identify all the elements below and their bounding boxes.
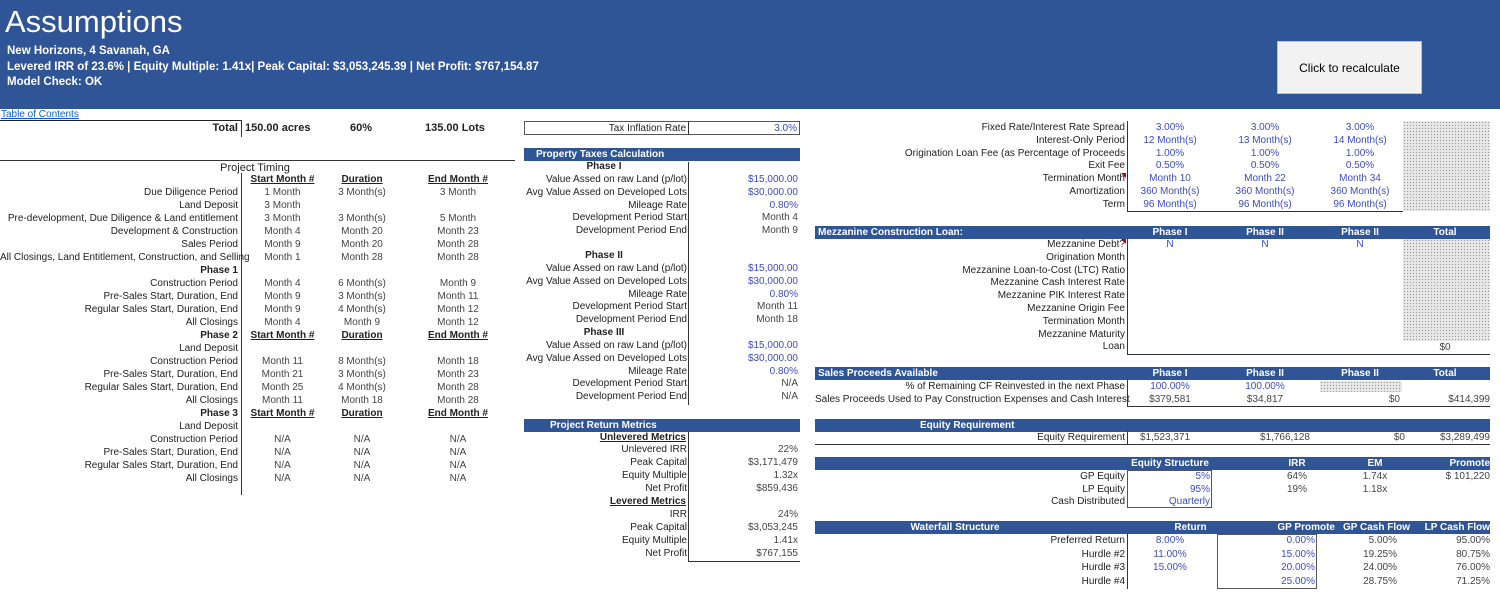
mezz-col-header: Phase I xyxy=(1152,227,1188,238)
timing-cell: N/A xyxy=(353,473,371,484)
metric-value: $767,155 xyxy=(756,548,798,559)
timing-cell: 4 Month(s) xyxy=(338,382,386,393)
sales-cell: $379,581 xyxy=(1149,394,1191,405)
timing-col-header: Start Month # xyxy=(250,330,315,341)
comment-marker xyxy=(1121,239,1126,244)
equity-requirement-title: Equity Requirement xyxy=(920,420,1015,431)
waterfall-gp-promote[interactable]: 15.00% xyxy=(1281,548,1315,560)
timing-col-header: End Month # xyxy=(428,408,488,419)
loan-cell[interactable]: 96 Month(s) xyxy=(1238,198,1292,210)
equity-req-cell: $3,289,499 xyxy=(1439,432,1490,443)
timing-row-label: Regular Sales Start, Duration, End xyxy=(84,460,238,471)
tax-row-label: Value Assed on raw Land (p/lot) xyxy=(545,174,687,185)
tax-row-label: Development Period Start xyxy=(572,301,687,313)
metric-label: IRR xyxy=(669,509,687,520)
metric-label: Equity Multiple xyxy=(621,470,687,481)
equity-row-label: GP Equity xyxy=(1080,471,1125,482)
timing-row-label: All Closings xyxy=(185,317,238,328)
tax-row-label: Avg Value Assed on Developed Lots xyxy=(526,186,687,198)
timing-cell: N/A xyxy=(449,460,467,471)
timing-col-header: End Month # xyxy=(428,330,488,341)
timing-row-label: Construction Period xyxy=(150,356,238,367)
waterfall-title: Waterfall Structure xyxy=(910,522,1000,533)
phase-title: Phase 2 xyxy=(200,330,238,341)
hatched-cell xyxy=(1320,381,1402,392)
tax-row-label: Development Period End xyxy=(575,314,687,326)
timing-row-label: Development & Construction xyxy=(110,226,238,237)
divider xyxy=(1127,211,1403,212)
divider xyxy=(688,121,689,135)
equity-structure-title: Equity Structure xyxy=(1131,458,1209,469)
tax-row-value[interactable]: $30,000.00 xyxy=(747,275,798,287)
loan-cell[interactable]: 12 Month(s) xyxy=(1143,134,1197,146)
timing-cell: 8 Month(s) xyxy=(338,356,386,367)
sales-row-label: Sales Proceeds Used to Pay Construction Expenses and Cash Interest xyxy=(815,394,1130,405)
mezz-cell[interactable]: N xyxy=(1261,239,1269,250)
waterfall-gp-promote[interactable]: 25.00% xyxy=(1281,575,1315,587)
sales-cell: $34,817 xyxy=(1246,394,1284,405)
tax-row-value[interactable]: 0.80% xyxy=(769,288,798,300)
divider xyxy=(689,561,800,562)
tax-row-value: N/A xyxy=(781,378,798,390)
timing-cell: 6 Month(s) xyxy=(338,278,386,289)
tax-inflation-label: Tax Inflation Rate xyxy=(608,123,686,134)
tax-row-value[interactable]: 0.80% xyxy=(769,199,798,211)
timing-cell: Month 28 xyxy=(437,239,479,250)
equity-col-header: IRR xyxy=(1288,458,1306,469)
loan-cell[interactable]: 0.50% xyxy=(1345,160,1375,172)
timing-cell: Month 18 xyxy=(341,395,383,406)
property-taxes-header: Property Taxes Calculation xyxy=(524,148,800,161)
timing-row-label: Construction Period xyxy=(150,278,238,289)
land-total-label: Total xyxy=(212,122,238,134)
metric-label: Net Profit xyxy=(645,483,687,494)
timing-cell: N/A xyxy=(449,473,467,484)
comment-marker xyxy=(1121,173,1126,178)
tax-phase-title: Phase III xyxy=(583,327,625,338)
mezz-row-label: Mezzanine Origin Fee xyxy=(1027,303,1125,314)
project-timing-title: Project Timing xyxy=(220,162,290,174)
equity-req-cell: $1,523,371 xyxy=(1139,432,1191,443)
metric-value: $859,436 xyxy=(756,483,798,494)
metric-value: 1.41x xyxy=(773,535,798,546)
timing-col-header: End Month # xyxy=(428,174,488,185)
waterfall-gp-promote[interactable]: 0.00% xyxy=(1286,535,1315,546)
timing-cell: N/A xyxy=(353,447,371,458)
equity-irr: 64% xyxy=(1286,471,1307,482)
loan-cell[interactable]: 1.00% xyxy=(1345,147,1375,159)
waterfall-col-header: LP Cash Flow xyxy=(1424,522,1490,533)
timing-cell: N/A xyxy=(274,460,291,471)
equity-requirement-header xyxy=(815,419,1490,432)
land-lots: 135.00 Lots xyxy=(425,122,485,134)
tax-row-value: N/A xyxy=(781,391,798,403)
waterfall-gp-cf: 28.75% xyxy=(1363,575,1397,587)
timing-cell: Month 20 xyxy=(341,239,383,250)
divider xyxy=(1127,534,1128,589)
tax-row-label: Mileage Rate xyxy=(628,365,687,377)
mezz-total: $0 xyxy=(1439,342,1451,353)
tax-row-label: Avg Value Assed on Developed Lots xyxy=(526,275,687,287)
tax-row-label: Value Assed on raw Land (p/lot) xyxy=(545,263,687,274)
timing-row-label: Construction Period xyxy=(150,434,238,445)
project-location: New Horizons, 4 Savanah, GA xyxy=(7,45,170,57)
mezz-col-header: Total xyxy=(1433,227,1457,238)
timing-cell: N/A xyxy=(274,447,291,458)
waterfall-gp-cf: 5.00% xyxy=(1368,535,1397,546)
divider xyxy=(241,173,242,495)
tax-row-label: Mileage Rate xyxy=(628,199,687,211)
timing-row-label: Pre-Sales Start, Duration, End xyxy=(103,291,238,302)
sales-cell: $414,399 xyxy=(1448,394,1490,405)
mezz-row-label: Mezzanine PIK Interest Rate xyxy=(997,290,1125,302)
tax-row-value[interactable]: $15,000.00 xyxy=(747,340,798,351)
tax-row-label: Avg Value Assed on Developed Lots xyxy=(526,352,687,364)
waterfall-col-header: GP Cash Flow xyxy=(1342,522,1410,533)
sales-cell: $0 xyxy=(1388,394,1400,405)
timing-cell: 3 Month xyxy=(439,187,477,198)
model-check: Model Check: OK xyxy=(7,76,103,88)
timing-row-label: Land Deposit xyxy=(179,200,238,211)
timing-cell: 3 Month(s) xyxy=(338,187,386,198)
equity-req-cell: $0 xyxy=(1393,432,1405,443)
loan-cell[interactable]: 3.00% xyxy=(1345,122,1375,133)
waterfall-lp-cf: 95.00% xyxy=(1456,535,1490,546)
waterfall-return[interactable]: 11.00% xyxy=(1153,548,1187,560)
timing-cell: Month 12 xyxy=(437,317,479,328)
equity-req-cell: $1,766,128 xyxy=(1259,432,1310,443)
tax-row-value: Month 18 xyxy=(756,314,798,326)
timing-cell: Month 11 xyxy=(262,395,303,406)
mezz-row-label: Termination Month xyxy=(1042,315,1125,327)
equity-share-input[interactable]: 5% xyxy=(1195,471,1210,482)
timing-cell: 4 Month(s) xyxy=(338,304,386,315)
waterfall-lp-cf: 76.00% xyxy=(1456,562,1490,573)
waterfall-gp-cf: 19.25% xyxy=(1363,548,1397,560)
divider xyxy=(1127,121,1128,211)
timing-cell: Month 25 xyxy=(261,382,304,393)
timing-col-header: Start Month # xyxy=(250,174,315,185)
timing-cell: Month 28 xyxy=(437,252,479,263)
loan-cell[interactable]: Month 10 xyxy=(1149,173,1191,185)
sales-col-header: Phase II xyxy=(1341,368,1379,379)
divider xyxy=(241,120,242,137)
loan-row-label: Term xyxy=(1102,198,1125,210)
loan-cell[interactable]: 1.00% xyxy=(1250,147,1280,159)
divider xyxy=(1127,239,1128,354)
timing-cell: Month 1 xyxy=(264,252,301,263)
metric-label: Peak Capital xyxy=(630,522,687,533)
tax-row-value[interactable]: $30,000.00 xyxy=(747,352,798,364)
equity-col-header: EM xyxy=(1367,458,1383,469)
tax-row-label: Value Assed on raw Land (p/lot) xyxy=(545,340,687,351)
tax-row-value: Month 11 xyxy=(757,301,798,313)
timing-cell: 1 Month xyxy=(264,187,301,198)
loan-cell[interactable]: Month 34 xyxy=(1339,173,1381,185)
timing-cell: Month 18 xyxy=(437,356,479,367)
timing-cell: Month 4 xyxy=(264,317,301,328)
sales-col-header: Phase II xyxy=(1246,368,1284,379)
waterfall-col-header: Return xyxy=(1174,522,1207,533)
waterfall-return[interactable]: 8.00% xyxy=(1155,535,1185,546)
mezz-row-label: Mezzanine Loan-to-Cost (LTC) Ratio xyxy=(962,264,1125,276)
loan-cell[interactable]: 14 Month(s) xyxy=(1333,134,1387,146)
tax-row-value: Month 4 xyxy=(761,212,798,224)
timing-cell: Month 4 xyxy=(264,278,301,289)
timing-row-label: Due Diligence Period xyxy=(144,187,238,198)
loan-row-label: Amortization xyxy=(1069,186,1125,197)
timing-row-label: Land Deposit xyxy=(179,421,238,432)
loan-cell[interactable]: 3.00% xyxy=(1250,122,1280,133)
tax-row-label: Development Period End xyxy=(575,391,687,403)
timing-row-label: All Closings xyxy=(185,395,238,406)
timing-cell: Month 23 xyxy=(437,226,479,237)
timing-row-label: Pre-Sales Start, Duration, End xyxy=(103,369,238,380)
divider xyxy=(0,160,515,161)
loan-cell[interactable]: 0.50% xyxy=(1155,160,1185,172)
waterfall-row-label: Hurdle #4 xyxy=(1081,575,1125,587)
sales-cell[interactable]: 100.00% xyxy=(1245,381,1285,392)
loan-cell[interactable]: 3.00% xyxy=(1155,122,1185,133)
loan-row-label: Fixed Rate/Interest Rate Spread xyxy=(981,122,1125,133)
equity-col-header: Promote xyxy=(1449,458,1490,469)
land-pct: 60% xyxy=(350,122,373,134)
waterfall-row-label: Hurdle #3 xyxy=(1081,562,1125,573)
equity-em: 1.74x xyxy=(1362,471,1388,482)
timing-cell: 3 Month xyxy=(264,200,301,211)
tax-phase-title: Phase I xyxy=(586,161,622,172)
hatched-cell xyxy=(1403,121,1490,211)
metric-value: 1.32x xyxy=(773,470,798,481)
equity-row-label: LP Equity xyxy=(1082,483,1125,495)
tax-row-value[interactable]: $30,000.00 xyxy=(747,186,798,198)
mezz-cell[interactable]: N xyxy=(1356,239,1364,250)
waterfall-lp-cf: 71.25% xyxy=(1456,575,1490,587)
timing-cell: Month 9 xyxy=(264,239,301,250)
timing-cell: Month 21 xyxy=(261,369,304,380)
timing-row-label: Pre-development, Due Diligence & Land entitlement xyxy=(7,213,238,224)
input-box xyxy=(1127,470,1212,508)
sales-col-header: Total xyxy=(1433,368,1457,379)
loan-cell[interactable]: 360 Month(s) xyxy=(1140,186,1200,197)
waterfall-gp-promote[interactable]: 20.00% xyxy=(1281,562,1315,573)
timing-row-label: Pre-Sales Start, Duration, End xyxy=(103,447,238,458)
tax-row-label: Development Period End xyxy=(575,225,687,237)
timing-cell: Month 11 xyxy=(437,291,479,302)
timing-cell: 3 Month(s) xyxy=(338,291,386,302)
tax-row-value[interactable]: $15,000.00 xyxy=(747,174,798,185)
phase-title: Phase 1 xyxy=(200,265,238,276)
mezz-col-header: Phase II xyxy=(1341,227,1379,238)
mezzanine-title: Mezzanine Construction Loan: xyxy=(818,227,963,238)
timing-cell: Month 28 xyxy=(341,252,383,263)
divider xyxy=(815,444,1490,445)
loan-row-label: Origination Loan Fee (as Percentage of Proceeds xyxy=(904,147,1125,159)
timing-row-label: All Closings, Land Entitlement, Construction, and Selling xyxy=(0,252,250,263)
waterfall-row-label: Hurdle #2 xyxy=(1081,548,1125,560)
land-acres: 150.00 acres xyxy=(245,122,311,134)
return-metrics-header: Project Return Metrics xyxy=(524,419,800,432)
timing-row-label: Regular Sales Start, Duration, End xyxy=(84,382,238,393)
tax-phase-title: Phase II xyxy=(585,250,623,261)
loan-row-label: Termination Month xyxy=(1042,173,1125,185)
phase-title: Phase 3 xyxy=(200,408,238,419)
tax-row-value: Month 9 xyxy=(761,225,798,237)
metric-label: Unlevered IRR xyxy=(621,444,687,455)
metric-label: Net Profit xyxy=(645,548,687,559)
timing-col-header: Duration xyxy=(341,408,383,419)
loan-cell[interactable]: 96 Month(s) xyxy=(1143,198,1197,210)
metric-value: 24% xyxy=(777,509,798,520)
waterfall-gp-cf: 24.00% xyxy=(1363,562,1397,573)
timing-row-label: All Closings xyxy=(185,473,238,484)
timing-cell: Month 9 xyxy=(264,291,301,302)
tax-inflation-value[interactable]: 3.0% xyxy=(774,123,797,134)
input-box xyxy=(1217,534,1317,589)
equity-share-input[interactable]: 95% xyxy=(1189,483,1210,495)
tax-row-label: Mileage Rate xyxy=(628,288,687,300)
unlevered-title: Unlevered Metrics xyxy=(599,432,686,443)
divider xyxy=(0,120,242,121)
tax-row-label: Development Period Start xyxy=(572,378,687,390)
waterfall-return[interactable]: 15.00% xyxy=(1153,562,1187,573)
metric-value: $3,171,479 xyxy=(747,457,798,468)
timing-cell: N/A xyxy=(353,460,371,471)
divider xyxy=(1127,354,1490,355)
timing-cell: N/A xyxy=(274,434,291,445)
metric-value: $3,053,245 xyxy=(747,522,798,533)
mezz-row-label: Origination Month xyxy=(1046,251,1125,263)
timing-col-header: Duration xyxy=(341,330,383,341)
divider xyxy=(1127,431,1128,445)
divider xyxy=(688,432,689,562)
timing-cell: Month 20 xyxy=(341,226,383,237)
equity-req-label: Equity Requirement xyxy=(1037,432,1125,443)
tax-row-label: Development Period Start xyxy=(572,212,687,224)
mezz-row-label: Mezzanine Maturity xyxy=(1038,328,1125,340)
metric-label: Peak Capital xyxy=(630,457,687,468)
timing-row-label: Regular Sales Start, Duration, End xyxy=(84,304,238,315)
equity-share-input[interactable]: Quarterly xyxy=(1168,496,1210,507)
page-header xyxy=(0,0,1500,109)
mezz-col-header: Phase II xyxy=(1246,227,1284,238)
mezz-row-label: Mezzanine Cash Interest Rate xyxy=(990,277,1125,289)
sales-proceeds-title: Sales Proceeds Available xyxy=(818,368,938,379)
sales-col-header: Phase I xyxy=(1152,368,1188,379)
levered-title: Levered Metrics xyxy=(609,496,686,507)
timing-cell: N/A xyxy=(353,434,371,445)
timing-col-header: Start Month # xyxy=(250,408,315,419)
mezz-cell[interactable]: N xyxy=(1166,239,1174,250)
timing-cell: Month 28 xyxy=(437,395,479,406)
timing-cell: N/A xyxy=(274,473,291,484)
divider xyxy=(1127,406,1490,407)
timing-cell: Month 9 xyxy=(439,278,477,289)
timing-cell: N/A xyxy=(449,447,467,458)
metric-label: Equity Multiple xyxy=(621,535,687,546)
hatched-cell xyxy=(1403,239,1490,341)
recalculate-button[interactable]: Click to recalculate xyxy=(1277,41,1422,94)
timing-cell: 3 Month xyxy=(264,213,301,224)
metric-value: 22% xyxy=(777,444,798,455)
equity-row-label: Cash Distributed xyxy=(1051,496,1125,507)
timing-cell: Month 11 xyxy=(262,356,303,367)
mezz-row-label: Mezzanine Debt? xyxy=(1047,239,1125,250)
loan-cell[interactable]: 360 Month(s) xyxy=(1330,186,1390,197)
divider xyxy=(688,162,689,405)
timing-cell: Month 4 xyxy=(264,226,301,237)
loan-cell[interactable]: 1.00% xyxy=(1155,147,1185,159)
timing-row-label: Land Deposit xyxy=(179,343,238,354)
waterfall-row-label: Preferred Return xyxy=(1050,535,1125,546)
equity-em: 1.18x xyxy=(1362,483,1388,495)
summary-metrics: Levered IRR of 23.6% | Equity Multiple: 1.41x| Peak Capital: $3,053,245.39 | Net Profit: $767,154.87 xyxy=(7,61,539,73)
loan-cell[interactable]: 96 Month(s) xyxy=(1333,198,1387,210)
timing-cell: 5 Month xyxy=(439,213,477,224)
mezz-row-label: Loan xyxy=(1102,341,1125,353)
equity-promote: $ 101,220 xyxy=(1445,471,1490,482)
timing-cell: Month 12 xyxy=(437,304,479,315)
timing-row-label: Sales Period xyxy=(181,239,238,250)
timing-cell: Month 28 xyxy=(437,382,479,393)
loan-row-label: Exit Fee xyxy=(1088,160,1125,172)
loan-cell[interactable]: 360 Month(s) xyxy=(1235,186,1295,197)
divider xyxy=(1127,380,1128,406)
timing-cell: Month 9 xyxy=(343,317,381,328)
timing-cell: 3 Month(s) xyxy=(338,369,386,380)
waterfall-col-header: GP Promote xyxy=(1277,522,1335,533)
timing-cell: Month 23 xyxy=(437,369,479,380)
loan-cell[interactable]: Month 22 xyxy=(1244,173,1286,185)
timing-cell: 3 Month(s) xyxy=(338,213,386,224)
loan-row-label: Interest-Only Period xyxy=(1036,134,1125,146)
loan-cell[interactable]: 13 Month(s) xyxy=(1238,134,1292,146)
timing-cell: N/A xyxy=(449,434,467,445)
tax-row-value[interactable]: $15,000.00 xyxy=(747,263,798,274)
page-title: Assumptions xyxy=(5,4,183,39)
table-of-contents-link[interactable]: Table of Contents xyxy=(1,109,79,120)
equity-irr: 19% xyxy=(1286,483,1307,495)
tax-row-value[interactable]: 0.80% xyxy=(769,365,798,377)
sales-row-label: % of Remaining CF Reinvested in the next Phase xyxy=(905,381,1125,392)
sales-cell[interactable]: 100.00% xyxy=(1150,381,1190,392)
waterfall-lp-cf: 80.75% xyxy=(1456,548,1490,560)
loan-cell[interactable]: 0.50% xyxy=(1250,160,1280,172)
timing-cell: Month 9 xyxy=(264,304,301,315)
timing-col-header: Duration xyxy=(341,174,383,185)
